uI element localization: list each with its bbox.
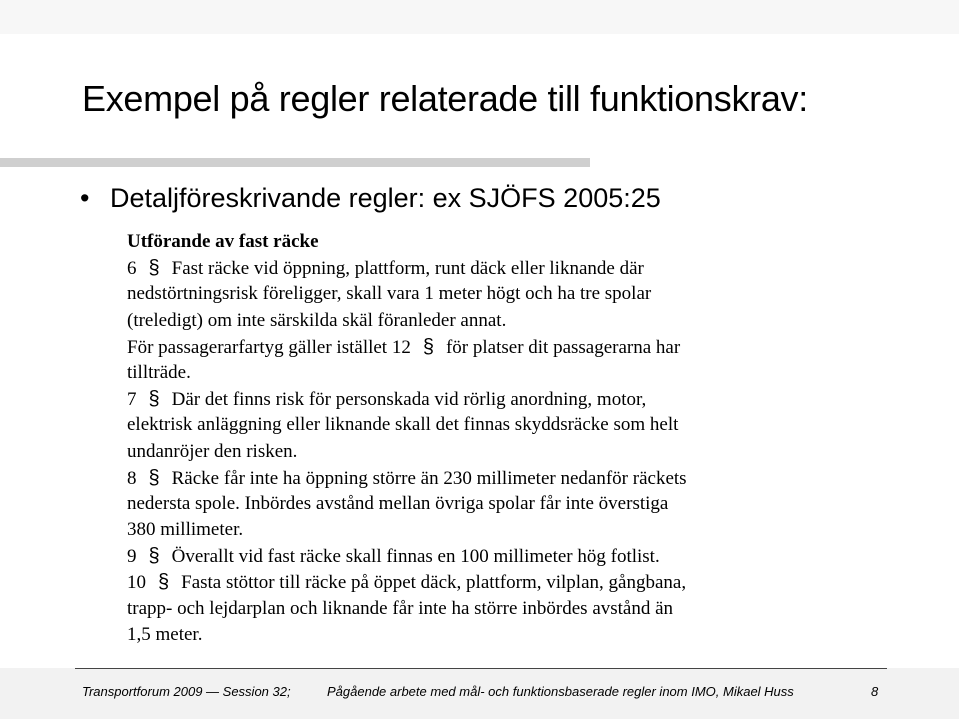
section-symbol-icon: § bbox=[148, 466, 160, 489]
regulation-text bbox=[127, 229, 887, 648]
bullet-text: Detaljföreskrivande regler: ex SJÖFS 2005:25 bbox=[110, 183, 661, 213]
section-symbol-icon: § bbox=[158, 571, 170, 594]
section-symbol-icon: § bbox=[148, 388, 160, 411]
paragraph-text: Fasta stöttor till räcke på öppet däck, plattform, vilplan, gångbana, bbox=[181, 572, 687, 594]
paragraph-text: För passagerarfartyg gäller istället 12 bbox=[127, 336, 411, 358]
paragraph-10-line-3: 1,5 meter. bbox=[127, 623, 203, 645]
section-symbol-icon: § bbox=[148, 257, 160, 280]
footer-event: Transportforum 2009 — Session 32; bbox=[82, 684, 291, 699]
paragraph-text: Där det finns risk för personskada vid rörlig anordning, motor, bbox=[171, 389, 647, 411]
section-symbol-icon: § bbox=[422, 335, 434, 358]
slide-title: Exempel på regler relaterade till funktionskrav: bbox=[82, 78, 808, 119]
paragraph-10-line-2: trapp- och lejdarplan och liknande får inte ha större inbördes avstånd än bbox=[127, 597, 674, 619]
paragraph-number: 6 bbox=[127, 258, 137, 280]
section-symbol-icon: § bbox=[148, 545, 160, 568]
paragraph-7-line-2: elektrisk anläggning eller liknande skall det finnas skyddsräcke som helt bbox=[127, 414, 679, 436]
paragraph-text: Räcke får inte ha öppning större än 230 millimeter nedanför räckets bbox=[171, 467, 687, 489]
paragraph-10-line-1 bbox=[127, 569, 887, 595]
paragraph-number: 9 bbox=[127, 546, 137, 568]
paragraph-7-line-3: undanröjer den risken. bbox=[127, 440, 298, 462]
paragraph-6-line-2: nedstörtningsrisk föreligger, skall vara 1 meter högt och ha tre spolar bbox=[127, 283, 652, 305]
bullet-dot-icon: • bbox=[80, 183, 90, 213]
paragraph-9-line-1 bbox=[127, 543, 887, 569]
paragraph-6b-line-1 bbox=[127, 334, 887, 360]
regulation-heading: Utförande av fast räcke bbox=[127, 231, 319, 252]
footer-presentation-title: Pågående arbete med mål- och funktionsbaserade regler inom IMO, Mikael Huss bbox=[327, 684, 794, 699]
paragraph-7-line-1 bbox=[127, 386, 887, 412]
paragraph-6-line-3: (treledigt) om inte särskilda skäl föranleder annat. bbox=[127, 309, 507, 331]
paragraph-8-line-3: 380 millimeter. bbox=[127, 519, 244, 541]
paragraph-text: Överallt vid fast räcke skall finnas en 100 millimeter hög fotlist. bbox=[171, 546, 660, 568]
paragraph-number: 7 bbox=[127, 389, 137, 411]
paragraph-6-line-1 bbox=[127, 255, 887, 281]
title-underline bbox=[0, 158, 590, 167]
top-band bbox=[0, 0, 959, 34]
page-number: 8 bbox=[871, 684, 879, 699]
paragraph-number: 10 bbox=[127, 572, 146, 594]
paragraph-number: 8 bbox=[127, 467, 137, 489]
paragraph-8-line-2: nedersta spole. Inbördes avstånd mellan övriga spolar får inte överstiga bbox=[127, 492, 669, 514]
paragraph-text: Fast räcke vid öppning, plattform, runt däck eller liknande där bbox=[171, 258, 644, 280]
paragraph-8-line-1 bbox=[127, 465, 887, 491]
paragraph-6b-line-2: tillträde. bbox=[127, 361, 191, 383]
paragraph-text: för platser dit passagerarna har bbox=[445, 336, 681, 358]
bullet-item bbox=[80, 183, 661, 214]
footer-divider bbox=[75, 668, 887, 669]
